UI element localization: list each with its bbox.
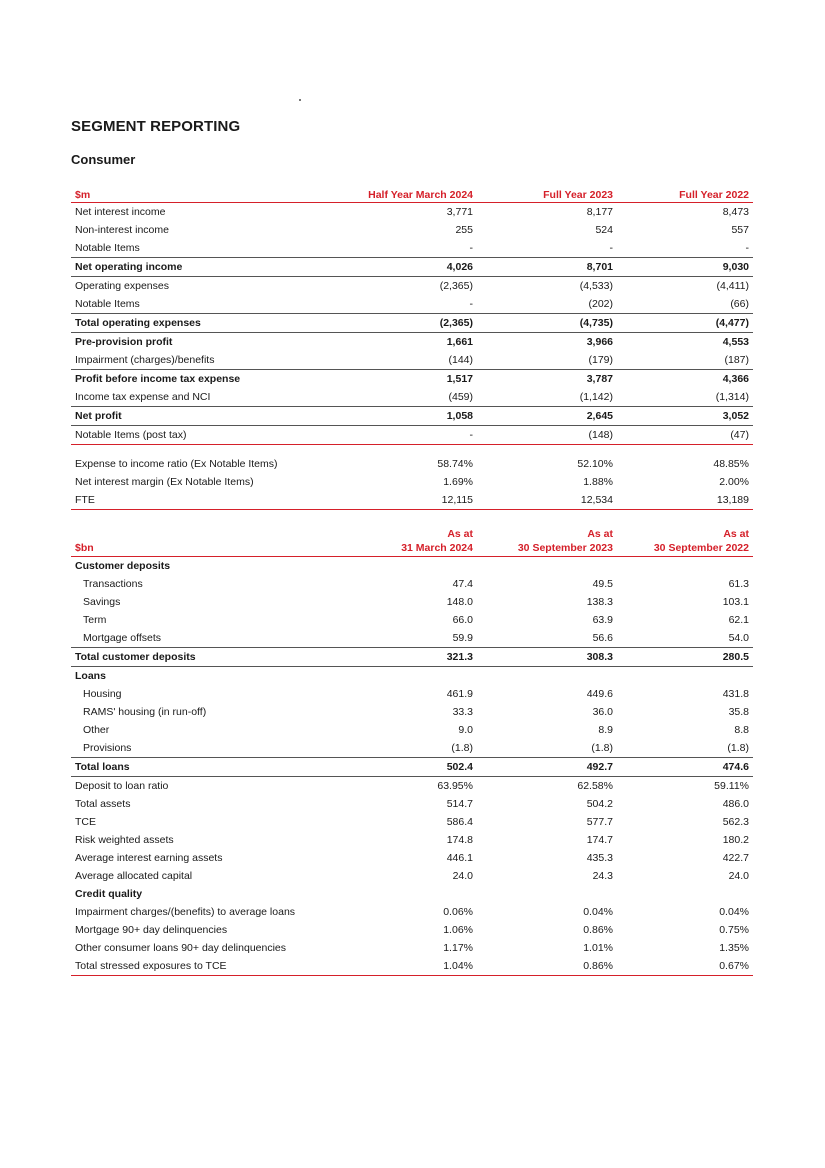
income-statement-table <box>71 188 753 445</box>
cell-value: 8,177 <box>586 206 613 218</box>
table-row <box>71 739 753 758</box>
cell-value: 422.7 <box>722 852 749 864</box>
cell-value: 8,701 <box>477 258 617 277</box>
cell-value: 0.75% <box>719 924 749 936</box>
table-row <box>71 351 753 370</box>
column-header: Full Year 2023 <box>477 188 617 203</box>
cell-value: 504.2 <box>586 798 613 810</box>
cell-value: - <box>469 242 473 254</box>
row-label: Impairment charges/(benefits) to average loans <box>75 906 296 918</box>
unit-header: $m <box>71 188 341 203</box>
row-label: Provisions <box>83 742 132 754</box>
column-header <box>617 527 753 557</box>
cell-value: 2,645 <box>477 407 617 426</box>
cell-value: 35.8 <box>728 706 749 718</box>
cell-value: 56.6 <box>592 632 613 644</box>
table-row <box>71 795 753 813</box>
row-label: Average allocated capital <box>75 870 193 882</box>
table-row <box>71 593 753 611</box>
cell-value: 2.00% <box>719 476 749 488</box>
table-row <box>71 867 753 885</box>
section-row <box>71 885 753 903</box>
row-label: Net interest income <box>75 206 166 218</box>
section-row <box>71 557 753 576</box>
table-row <box>71 921 753 939</box>
cell-value: - <box>745 242 749 254</box>
cell-value: 61.3 <box>728 578 749 590</box>
row-label: Net operating income <box>71 258 341 277</box>
table-header-row <box>71 188 753 203</box>
row-label: Savings <box>83 596 121 608</box>
table-row <box>71 388 753 407</box>
cell-value: 4,366 <box>617 370 753 389</box>
cell-value: 435.3 <box>586 852 613 864</box>
cell-value: (148) <box>477 426 617 445</box>
table-row <box>71 703 753 721</box>
cell-value: 62.58% <box>477 777 617 796</box>
table-row <box>71 473 753 491</box>
table-row <box>71 203 753 222</box>
cell-value: 24.0 <box>452 870 473 882</box>
row-label: Notable Items <box>75 298 140 310</box>
unit-header: $bn <box>71 527 341 557</box>
header-line2: 30 September 2023 <box>517 542 613 554</box>
cell-value: 1.88% <box>583 476 613 488</box>
cell-value: (1.8) <box>727 742 749 754</box>
cell-value: 180.2 <box>722 834 749 846</box>
header-line2: 31 March 2024 <box>401 542 473 554</box>
table-row <box>71 239 753 258</box>
cell-value: (2,365) <box>341 277 477 296</box>
cell-value: (459) <box>448 391 473 403</box>
table-row <box>71 813 753 831</box>
cell-value: 62.1 <box>728 614 749 626</box>
row-label: Impairment (charges)/benefits <box>75 354 215 366</box>
cell-value: (179) <box>588 354 613 366</box>
cell-value: 4,553 <box>617 333 753 352</box>
cell-value <box>477 557 617 576</box>
cell-value: 52.10% <box>577 458 613 470</box>
balance-sheet-table <box>71 527 753 976</box>
row-label: Total customer deposits <box>71 648 341 667</box>
column-header <box>477 527 617 557</box>
cell-value: 1,058 <box>341 407 477 426</box>
row-label: Loans <box>71 667 341 686</box>
cell-value: 8,473 <box>722 206 749 218</box>
header-line1: As at <box>587 528 613 540</box>
cell-value: 12,115 <box>341 491 477 510</box>
table-row <box>71 277 753 296</box>
cell-value: 514.7 <box>446 798 473 810</box>
cell-value: (4,477) <box>617 314 753 333</box>
table-row <box>71 426 753 445</box>
table-row <box>71 295 753 314</box>
cell-value: 3,966 <box>477 333 617 352</box>
cell-value: (47) <box>617 426 753 445</box>
row-label: Non-interest income <box>75 224 169 236</box>
row-label: Total loans <box>71 758 341 777</box>
cell-value: 36.0 <box>592 706 613 718</box>
cell-value <box>341 667 477 686</box>
row-label: RAMS' housing (in run-off) <box>83 706 207 718</box>
table-row <box>71 455 753 473</box>
cell-value: (66) <box>730 298 749 310</box>
cell-value <box>617 885 753 903</box>
row-label: Risk weighted assets <box>75 834 174 846</box>
table-row <box>71 939 753 957</box>
cell-value <box>617 667 753 686</box>
cell-value: 474.6 <box>617 758 753 777</box>
cell-value <box>477 885 617 903</box>
column-header <box>341 527 477 557</box>
cell-value: 449.6 <box>586 688 613 700</box>
ratios-table <box>71 455 753 510</box>
table-row <box>71 575 753 593</box>
cell-value: 0.67% <box>617 957 753 976</box>
cell-value <box>617 557 753 576</box>
cell-value: (1,314) <box>715 391 749 403</box>
cell-value: 524 <box>595 224 613 236</box>
row-label: Transactions <box>83 578 143 590</box>
row-label: Other consumer loans 90+ day delinquencies <box>75 942 287 954</box>
cell-value: 63.9 <box>592 614 613 626</box>
table-row <box>71 221 753 239</box>
cell-value: 3,052 <box>617 407 753 426</box>
cell-value: (187) <box>724 354 749 366</box>
cell-value: 446.1 <box>446 852 473 864</box>
cell-value: 1.69% <box>443 476 473 488</box>
row-label: Net profit <box>71 407 341 426</box>
cell-value: 59.11% <box>617 777 753 796</box>
cell-value: 255 <box>455 224 473 236</box>
cell-value: 174.8 <box>446 834 473 846</box>
table-row <box>71 831 753 849</box>
section-row <box>71 667 753 686</box>
cell-value: 58.74% <box>437 458 473 470</box>
table-row <box>71 777 753 796</box>
cell-value: 0.04% <box>719 906 749 918</box>
row-label: Expense to income ratio (Ex Notable Items) <box>75 458 278 470</box>
cell-value: 3,771 <box>446 206 473 218</box>
row-label: Income tax expense and NCI <box>75 391 211 403</box>
table-row <box>71 314 753 333</box>
row-label: Credit quality <box>75 888 143 900</box>
cell-value: 1.01% <box>583 942 613 954</box>
cell-value: - <box>341 426 477 445</box>
row-label: Total operating expenses <box>71 314 341 333</box>
row-label: Average interest earning assets <box>75 852 223 864</box>
row-label: TCE <box>75 816 96 828</box>
cell-value: 280.5 <box>617 648 753 667</box>
row-label: Total assets <box>75 798 131 810</box>
cell-value: 138.3 <box>586 596 613 608</box>
row-label: Profit before income tax expense <box>71 370 341 389</box>
cell-value: 1,517 <box>341 370 477 389</box>
cell-value: - <box>469 298 473 310</box>
stray-dot <box>299 99 301 101</box>
row-label: Customer deposits <box>75 560 171 572</box>
cell-value: 0.86% <box>477 957 617 976</box>
row-label: Net interest margin (Ex Notable Items) <box>75 476 254 488</box>
row-label: Notable Items <box>75 242 140 254</box>
cell-value: 0.04% <box>583 906 613 918</box>
cell-value: 13,189 <box>617 491 753 510</box>
cell-value: 1,661 <box>341 333 477 352</box>
column-header: Half Year March 2024 <box>341 188 477 203</box>
cell-value: (144) <box>448 354 473 366</box>
row-label: Term <box>83 614 107 626</box>
cell-value: 0.86% <box>583 924 613 936</box>
cell-value: (1,142) <box>579 391 613 403</box>
table-row <box>71 648 753 667</box>
row-label: Housing <box>83 688 122 700</box>
header-line2: 30 September 2022 <box>653 542 749 554</box>
table-row <box>71 407 753 426</box>
row-label: FTE <box>71 491 341 510</box>
cell-value: (1.8) <box>591 742 613 754</box>
cell-value: 492.7 <box>477 758 617 777</box>
cell-value: 1.17% <box>443 942 473 954</box>
cell-value: 3,787 <box>477 370 617 389</box>
cell-value: 24.0 <box>728 870 749 882</box>
table-row <box>71 685 753 703</box>
cell-value: (1.8) <box>451 742 473 754</box>
cell-value: 49.5 <box>592 578 613 590</box>
cell-value <box>477 667 617 686</box>
table-row <box>71 333 753 352</box>
cell-value: 577.7 <box>586 816 613 828</box>
cell-value <box>341 557 477 576</box>
cell-value: 321.3 <box>341 648 477 667</box>
cell-value: 431.8 <box>722 688 749 700</box>
table-row <box>71 611 753 629</box>
table-row <box>71 903 753 921</box>
cell-value: 562.3 <box>722 816 749 828</box>
cell-value: (202) <box>588 298 613 310</box>
row-label: Pre-provision profit <box>71 333 341 352</box>
cell-value: 461.9 <box>446 688 473 700</box>
header-line1: As at <box>723 528 749 540</box>
cell-value: 486.0 <box>722 798 749 810</box>
cell-value: 148.0 <box>446 596 473 608</box>
cell-value: 59.9 <box>452 632 473 644</box>
table-row <box>71 629 753 648</box>
cell-value: 1.35% <box>719 942 749 954</box>
cell-value: 103.1 <box>722 596 749 608</box>
cell-value: 33.3 <box>452 706 473 718</box>
cell-value: (4,533) <box>477 277 617 296</box>
row-label: Notable Items (post tax) <box>71 426 341 445</box>
cell-value: - <box>609 242 613 254</box>
cell-value: 0.06% <box>443 906 473 918</box>
cell-value: 1.04% <box>341 957 477 976</box>
cell-value: 9.0 <box>458 724 473 736</box>
cell-value <box>341 885 477 903</box>
row-label: Total stressed exposures to TCE <box>71 957 341 976</box>
cell-value: 1.06% <box>443 924 473 936</box>
column-header: Full Year 2022 <box>617 188 753 203</box>
header-line1: As at <box>447 528 473 540</box>
row-label: Mortgage 90+ day delinquencies <box>75 924 228 936</box>
page-title: SEGMENT REPORTING <box>71 118 241 135</box>
cell-value: 12,534 <box>477 491 617 510</box>
table-row <box>71 370 753 389</box>
cell-value: 586.4 <box>446 816 473 828</box>
table-header-row <box>71 527 753 557</box>
cell-value: 557 <box>731 224 749 236</box>
cell-value: 174.7 <box>586 834 613 846</box>
table-row <box>71 849 753 867</box>
cell-value: 63.95% <box>341 777 477 796</box>
cell-value: 502.4 <box>341 758 477 777</box>
cell-value: 47.4 <box>452 578 473 590</box>
cell-value: 4,026 <box>341 258 477 277</box>
cell-value: (4,735) <box>477 314 617 333</box>
cell-value: 9,030 <box>617 258 753 277</box>
table-row <box>71 491 753 510</box>
cell-value: (4,411) <box>617 277 753 296</box>
cell-value: 48.85% <box>713 458 749 470</box>
table-row <box>71 258 753 277</box>
table-row <box>71 758 753 777</box>
table-row <box>71 721 753 739</box>
cell-value: 308.3 <box>477 648 617 667</box>
row-label: Other <box>83 724 110 736</box>
cell-value: 8.8 <box>734 724 749 736</box>
section-subtitle: Consumer <box>71 152 136 167</box>
cell-value: (2,365) <box>341 314 477 333</box>
row-label: Operating expenses <box>71 277 341 296</box>
cell-value: 24.3 <box>592 870 613 882</box>
cell-value: 54.0 <box>728 632 749 644</box>
cell-value: 66.0 <box>452 614 473 626</box>
cell-value: 8.9 <box>598 724 613 736</box>
row-label: Deposit to loan ratio <box>71 777 341 796</box>
table-row <box>71 957 753 976</box>
row-label: Mortgage offsets <box>83 632 162 644</box>
